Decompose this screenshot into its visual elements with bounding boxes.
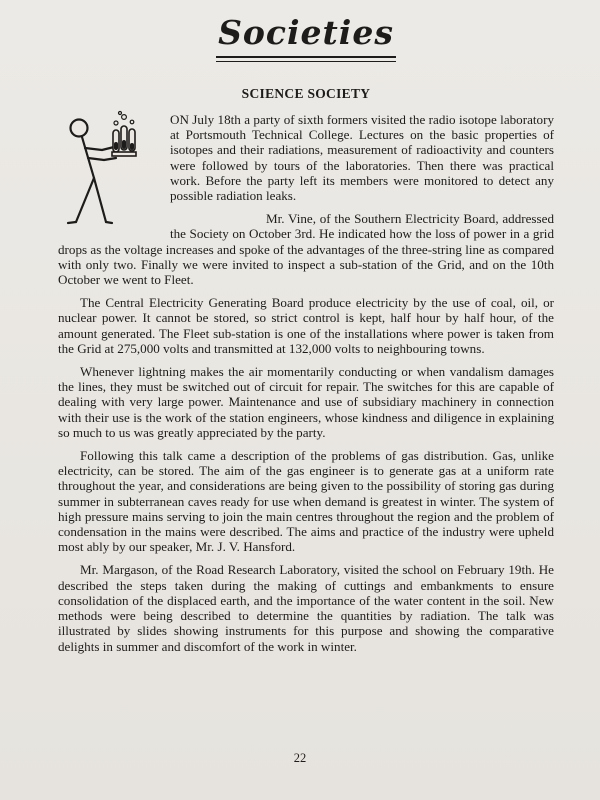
paragraph-5: Following this talk came a description of the problems of gas distribution. Gas, unlike electricity, can be stored. The aim of the gas engineer is to generate gas at a uniform rate throughout the year, and considerations are being given to the possibility of storing gas during summer in subterranean caves ready for use when demand is greatest in winter. The system of high pressure mains serving to join the main centres throughout the region and the problem of condensation in the mains were described. The aims and practice of the industry were upheld most ably by our speaker, Mr. J. V. Hansford. xyxy=(58,448,554,555)
intro-block xyxy=(58,112,554,287)
paragraph-6: Mr. Margason, of the Road Research Laboratory, visited the school on February 19th. He described the steps taken during the making of cuttings and embankments to ensure consolidation of the displaced earth, and the importance of the water content in the soil. New methods were being described to determine the quantities by radiation. The talk was illustrated by slides showing instruments for this purpose and showing the comparative delights in summer and discomfort of the work in winter. xyxy=(58,562,554,654)
section-title: SCIENCE SOCIETY xyxy=(241,86,371,101)
paragraph-4: Whenever lightning makes the air momentarily conducting or when vandalism damages the lines, they must be switched out of circuit for repair. The switches for this are capable of dealing with very large power. Maintenance and use of subsidiary machinery in connection with their use is the work of the station engineers, whose kindness and diligence in explaining so much to us was greatly appreciated by the party. xyxy=(58,364,554,440)
page-heading: Societies xyxy=(218,13,394,52)
heading-underline xyxy=(216,56,396,62)
paragraph-1: ON July 18th a party of sixth formers visited the radio isotope laboratory at Portsmouth Technical College. Lectures on the basic properties of isotopes and their radiations, measurement of radioactivity and counters were followed by tours of the laboratories. Then there was practical work. Before the party left its members were monitored to detect any possible radiation leaks. xyxy=(170,112,554,204)
paragraph-3: The Central Electricity Generating Board produce electricity by the use of coal, oil, or nuclear power. It cannot be stored, so strict control is kept, half hour by half hour, of the amount generated. The Fleet sub-station is one of the installations where power is taken from the Grid at 275,000 volts and transmitted at 132,000 volts to neighbouring towns. xyxy=(58,295,554,356)
stick-figure-with-test-tubes-icon xyxy=(54,110,166,232)
paragraph-2: Mr. Vine, of the Southern Electricity Board, addressed the Society on October 3rd. He indicated how the loss of power in a grid drops as the voltage increases and spoke of the advantages of the three-string line as compared with only two. Finally we were invited to inspect a sub-station of the Grid, and on the 10th October we went to Fleet. xyxy=(58,211,554,288)
page-number: 22 xyxy=(293,751,307,765)
